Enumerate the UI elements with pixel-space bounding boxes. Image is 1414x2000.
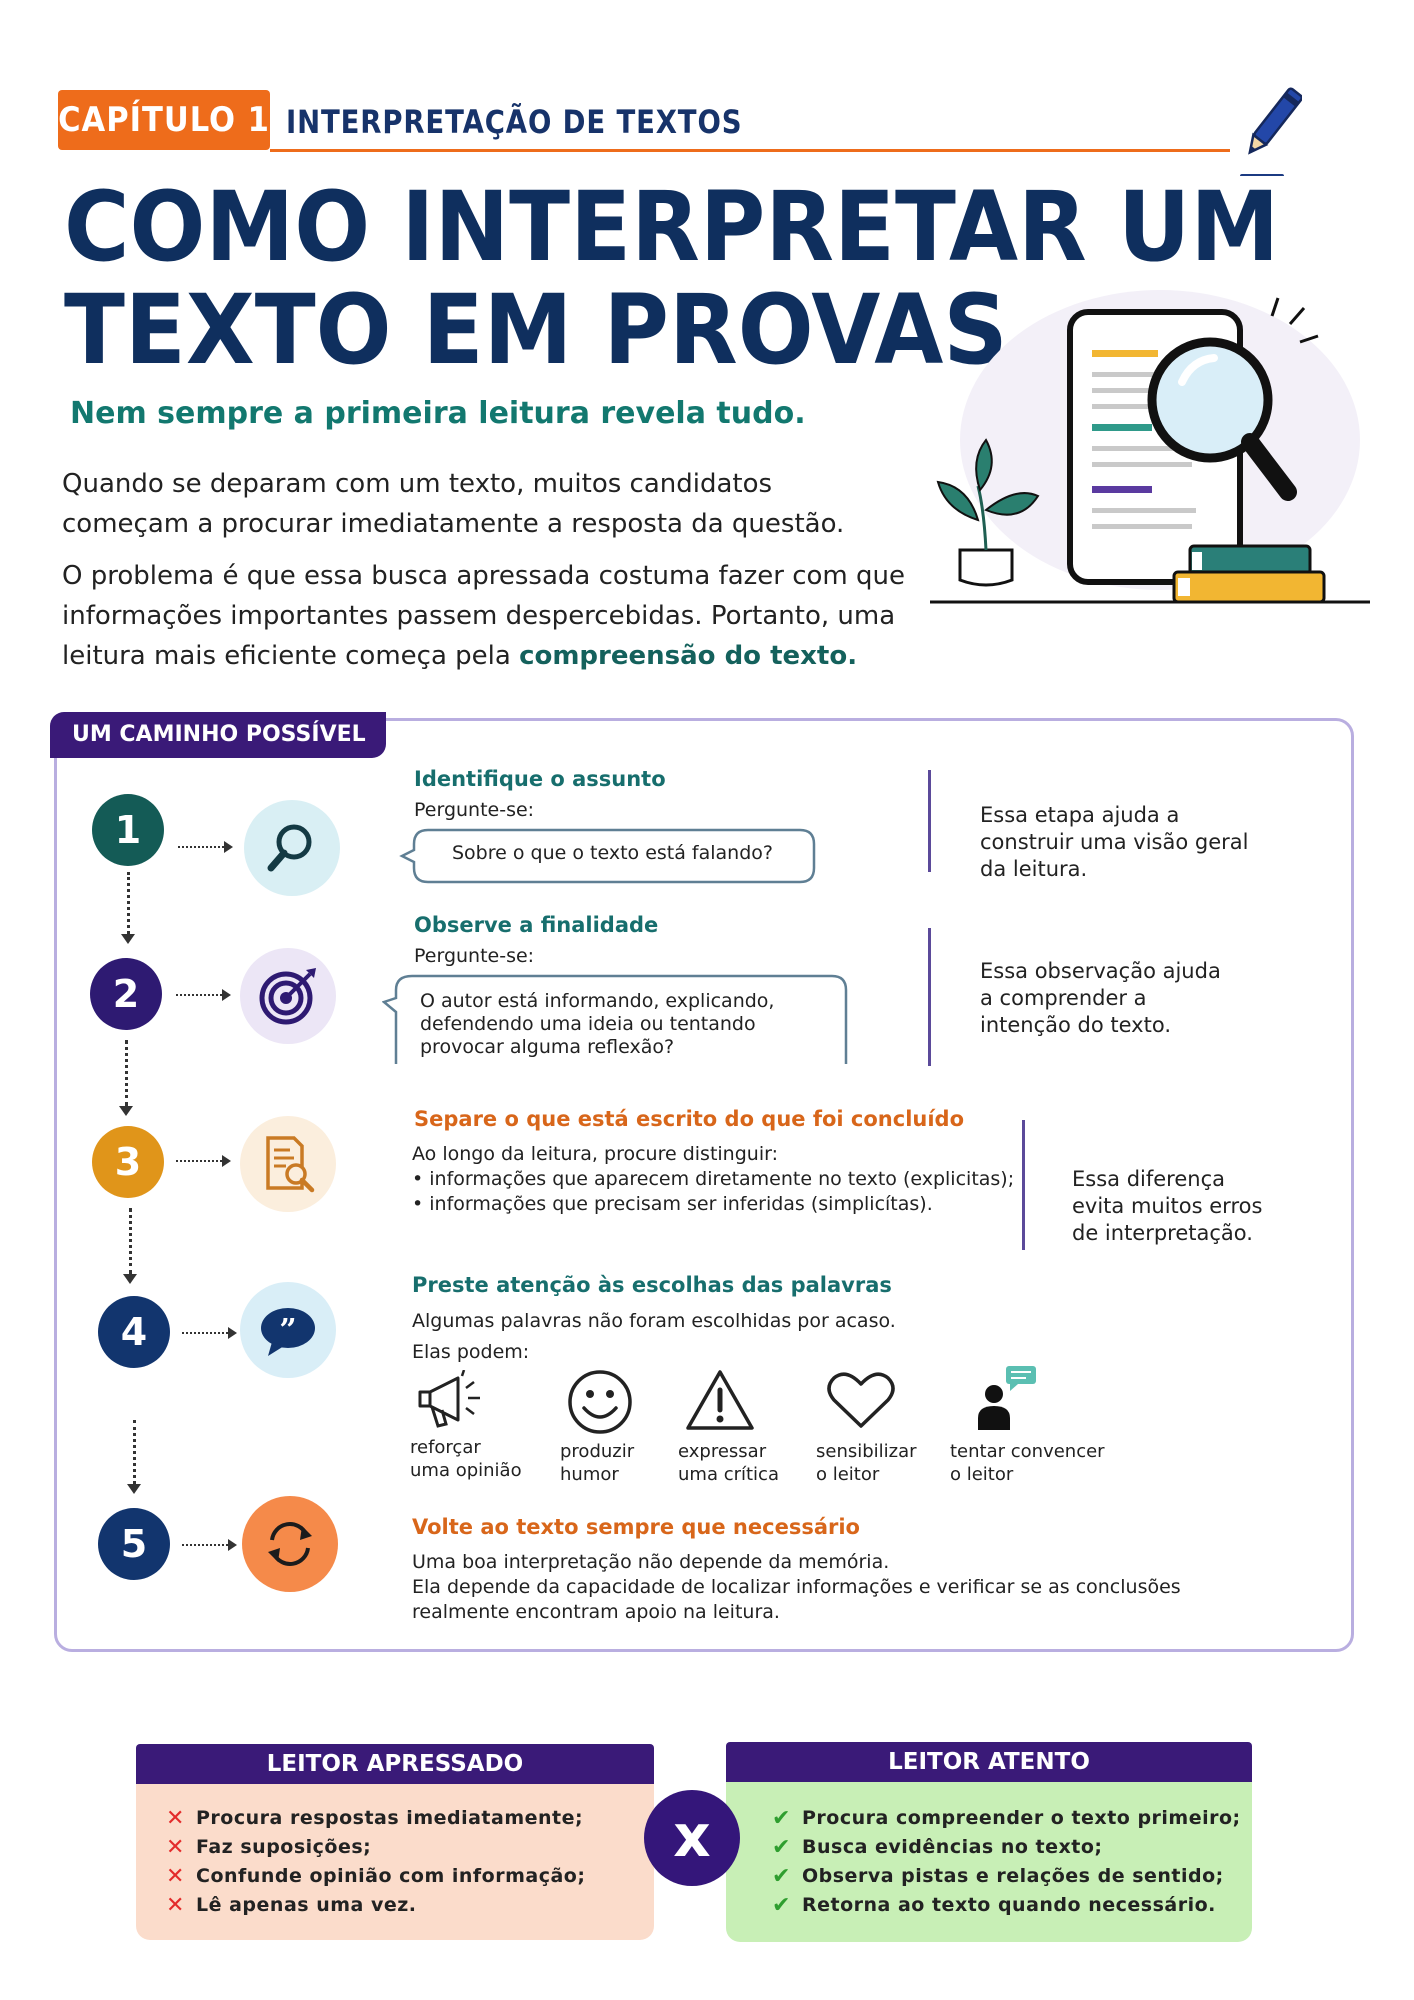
step-1-prompt: Pergunte-se: bbox=[414, 799, 535, 821]
step-4-arrow bbox=[182, 1332, 228, 1334]
step-2-bubble-text bbox=[420, 990, 840, 1059]
step-5-line3: realmente encontram apoio na leitura. bbox=[412, 1601, 780, 1623]
smiley-icon bbox=[566, 1368, 634, 1436]
intro-paragraph-1 bbox=[62, 464, 922, 544]
step-2-note bbox=[980, 958, 1221, 1039]
check-icon: ✔ bbox=[772, 1864, 791, 1889]
step-4-icon-circle bbox=[240, 1282, 336, 1378]
attentive-item-text: Observa pistas e relações de sentido; bbox=[802, 1865, 1224, 1887]
hasty-item-text: Faz suposições; bbox=[196, 1836, 372, 1858]
step-2-number: 2 bbox=[90, 958, 162, 1030]
intro-p2-line3: leitura mais eficiente começa pela bbox=[62, 641, 520, 671]
hasty-item bbox=[166, 1891, 654, 1920]
search-icon bbox=[262, 818, 322, 878]
step-connector bbox=[129, 1208, 132, 1274]
attentive-reader-box bbox=[726, 1742, 1252, 1942]
step-5-icon-circle bbox=[242, 1496, 338, 1592]
step-2-title: Observe a finalidade bbox=[414, 913, 659, 937]
step-2-bubble-line2: defendendo uma ideia ou tentando bbox=[420, 1013, 756, 1035]
hasty-item bbox=[166, 1833, 654, 1862]
step-2-arrowhead bbox=[222, 989, 231, 1001]
step-1-note-line3: da leitura. bbox=[980, 857, 1088, 881]
attentive-item bbox=[772, 1891, 1252, 1920]
step-connector bbox=[127, 872, 130, 934]
step-1-note-line2: construir uma visão geral bbox=[980, 830, 1249, 854]
hasty-reader-title: LEITOR APRESSADO bbox=[136, 1744, 654, 1784]
step-2-prompt: Pergunte-se: bbox=[414, 945, 535, 967]
use-5-line2: o leitor bbox=[950, 1464, 1014, 1485]
use-2-line1: produzir bbox=[560, 1441, 635, 1462]
hasty-item bbox=[166, 1862, 654, 1891]
use-1-label bbox=[410, 1436, 522, 1482]
subtitle: Nem sempre a primeira leitura revela tudo. bbox=[70, 396, 806, 431]
hasty-reader-box bbox=[136, 1744, 654, 1940]
attentive-item bbox=[772, 1804, 1252, 1833]
use-4-line2: o leitor bbox=[816, 1464, 880, 1485]
target-icon bbox=[256, 964, 320, 1028]
step-3-bullet-2: • informações que precisam ser inferidas (simplicítas). bbox=[412, 1193, 933, 1215]
main-title-line1: COMO INTERPRETAR UM bbox=[64, 171, 1280, 283]
step-5-number: 5 bbox=[98, 1508, 170, 1580]
hasty-item-text: Lê apenas uma vez. bbox=[196, 1894, 417, 1916]
megaphone-icon bbox=[414, 1370, 490, 1432]
step-connector bbox=[133, 1420, 136, 1484]
path-section-tab: UM CAMINHO POSSÍVEL bbox=[50, 712, 386, 758]
use-2-line2: humor bbox=[560, 1464, 619, 1485]
step-3-icon-circle bbox=[240, 1116, 336, 1212]
step-4-title: Preste atenção às escolhas das palavras bbox=[412, 1273, 892, 1297]
use-5-line1: tentar convencer bbox=[950, 1441, 1105, 1462]
attentive-item-text: Retorna ao texto quando necessário. bbox=[802, 1894, 1216, 1916]
step-5-line2: Ela depende da capacidade de localizar informações e verificar se as conclusões bbox=[412, 1576, 1181, 1598]
step-3-arrow bbox=[176, 1160, 222, 1162]
intro-p1-line2: começam a procurar imediatamente a resposta da questão. bbox=[62, 509, 845, 539]
step-connector-arrow bbox=[119, 1106, 133, 1116]
step-2-bubble-line1: O autor está informando, explicando, bbox=[420, 990, 775, 1012]
step-5-title: Volte ao texto sempre que necessário bbox=[412, 1515, 860, 1539]
step-4-line1: Algumas palavras não foram escolhidas por acaso. bbox=[412, 1310, 896, 1332]
pencil-icon bbox=[1232, 84, 1302, 176]
warning-icon bbox=[684, 1368, 756, 1432]
step-4-arrowhead bbox=[228, 1327, 237, 1339]
document-search-icon bbox=[256, 1132, 320, 1196]
step-2-separator bbox=[928, 928, 931, 1066]
step-connector-arrow bbox=[127, 1484, 141, 1494]
attentive-item-text: Busca evidências no texto; bbox=[802, 1836, 1103, 1858]
step-2-note-line1: Essa observação ajuda bbox=[980, 959, 1221, 983]
step-connector bbox=[125, 1040, 128, 1106]
use-1-line2: uma opinião bbox=[410, 1460, 522, 1481]
x-mark-icon: ✕ bbox=[166, 1893, 185, 1918]
step-1-arrowhead bbox=[224, 841, 233, 853]
main-title-line2: TEXTO EM PROVAS bbox=[64, 274, 1008, 386]
use-3-line2: uma crítica bbox=[678, 1464, 779, 1485]
step-3-text bbox=[412, 1142, 1014, 1217]
attentive-item bbox=[772, 1862, 1252, 1891]
refresh-icon bbox=[260, 1514, 320, 1574]
step-1-note-line1: Essa etapa ajuda a bbox=[980, 803, 1180, 827]
step-4-text bbox=[412, 1306, 896, 1368]
hasty-item-text: Confunde opinião com informação; bbox=[196, 1865, 586, 1887]
x-mark-icon: ✕ bbox=[166, 1835, 185, 1860]
step-3-separator bbox=[1022, 1120, 1025, 1250]
step-2-note-line2: a comprender a bbox=[980, 986, 1147, 1010]
step-3-arrowhead bbox=[222, 1155, 231, 1167]
attentive-reader-title: LEITOR ATENTO bbox=[726, 1742, 1252, 1782]
step-connector-arrow bbox=[123, 1274, 137, 1284]
chapter-underline bbox=[270, 149, 1230, 152]
quote-speech-icon bbox=[256, 1298, 320, 1362]
intro-highlight: compreensão do texto. bbox=[519, 641, 858, 671]
step-3-lead: Ao longo da leitura, procure distinguir: bbox=[412, 1143, 778, 1165]
step-connector-arrow bbox=[121, 934, 135, 944]
use-2-label bbox=[560, 1440, 634, 1486]
step-3-note-line2: evita muitos erros bbox=[1072, 1194, 1263, 1218]
document-magnifier-illustration bbox=[920, 290, 1370, 620]
step-2-icon-circle bbox=[240, 948, 336, 1044]
step-2-note-line3: intenção do texto. bbox=[980, 1013, 1171, 1037]
hasty-reader-list bbox=[136, 1784, 654, 1920]
step-2-bubble-line3: provocar alguma reflexão? bbox=[420, 1036, 675, 1058]
intro-p2-line2: informações importantes passem despercebidas. Portanto, uma bbox=[62, 601, 896, 631]
use-1-line1: reforçar bbox=[410, 1437, 481, 1458]
step-5-arrow bbox=[182, 1544, 228, 1546]
check-icon: ✔ bbox=[772, 1835, 791, 1860]
step-3-note-line1: Essa diferença bbox=[1072, 1167, 1225, 1191]
use-5-label bbox=[950, 1440, 1105, 1486]
intro-p2-line1: O problema é que essa busca apressada costuma fazer com que bbox=[62, 561, 905, 591]
step-5-arrowhead bbox=[228, 1539, 237, 1551]
attentive-item bbox=[772, 1833, 1252, 1862]
step-1-title: Identifique o assunto bbox=[414, 767, 666, 791]
attentive-reader-list bbox=[726, 1782, 1252, 1920]
intro-text bbox=[62, 464, 922, 688]
use-4-line1: sensibilizar bbox=[816, 1441, 917, 1462]
x-mark-icon: ✕ bbox=[166, 1806, 185, 1831]
attentive-item-text: Procura compreender o texto primeiro; bbox=[802, 1807, 1241, 1829]
check-icon: ✔ bbox=[772, 1893, 791, 1918]
use-3-line1: expressar bbox=[678, 1441, 767, 1462]
step-4-number: 4 bbox=[98, 1296, 170, 1368]
heart-icon bbox=[826, 1370, 896, 1430]
intro-paragraph-2 bbox=[62, 556, 922, 676]
person-chat-icon bbox=[974, 1364, 1040, 1434]
step-1-icon-circle bbox=[244, 800, 340, 896]
step-1-separator bbox=[928, 770, 931, 872]
step-3-title: Separe o que está escrito do que foi concluído bbox=[414, 1107, 964, 1131]
versus-badge: x bbox=[644, 1790, 740, 1886]
step-2-arrow bbox=[176, 994, 222, 996]
chapter-title: INTERPRETAÇÃO DE TEXTOS bbox=[286, 103, 743, 141]
check-icon: ✔ bbox=[772, 1806, 791, 1831]
use-4-label bbox=[816, 1440, 917, 1486]
step-1-bubble-text: Sobre o que o texto está falando? bbox=[452, 842, 773, 864]
step-1-arrow bbox=[178, 846, 224, 848]
step-3-note bbox=[1072, 1166, 1262, 1247]
svg-text:”: ” bbox=[279, 1313, 297, 1348]
step-5-line1: Uma boa interpretação não depende da memória. bbox=[412, 1551, 890, 1573]
step-4-line2: Elas podem: bbox=[412, 1341, 530, 1363]
intro-p1-line1: Quando se deparam com um texto, muitos candidatos bbox=[62, 469, 773, 499]
step-1-note bbox=[980, 802, 1248, 883]
step-3-number: 3 bbox=[92, 1126, 164, 1198]
step-5-text bbox=[412, 1550, 1181, 1625]
use-3-label bbox=[678, 1440, 779, 1486]
hasty-item-text: Procura respostas imediatamente; bbox=[196, 1807, 584, 1829]
step-3-note-line3: de interpretação. bbox=[1072, 1221, 1253, 1245]
hasty-item bbox=[166, 1804, 654, 1833]
step-3-bullet-1: • informações que aparecem diretamente no texto (explicitas); bbox=[412, 1168, 1015, 1190]
chapter-badge: CAPÍTULO 1 bbox=[58, 90, 270, 150]
step-1-number: 1 bbox=[92, 794, 164, 866]
x-mark-icon: ✕ bbox=[166, 1864, 185, 1889]
